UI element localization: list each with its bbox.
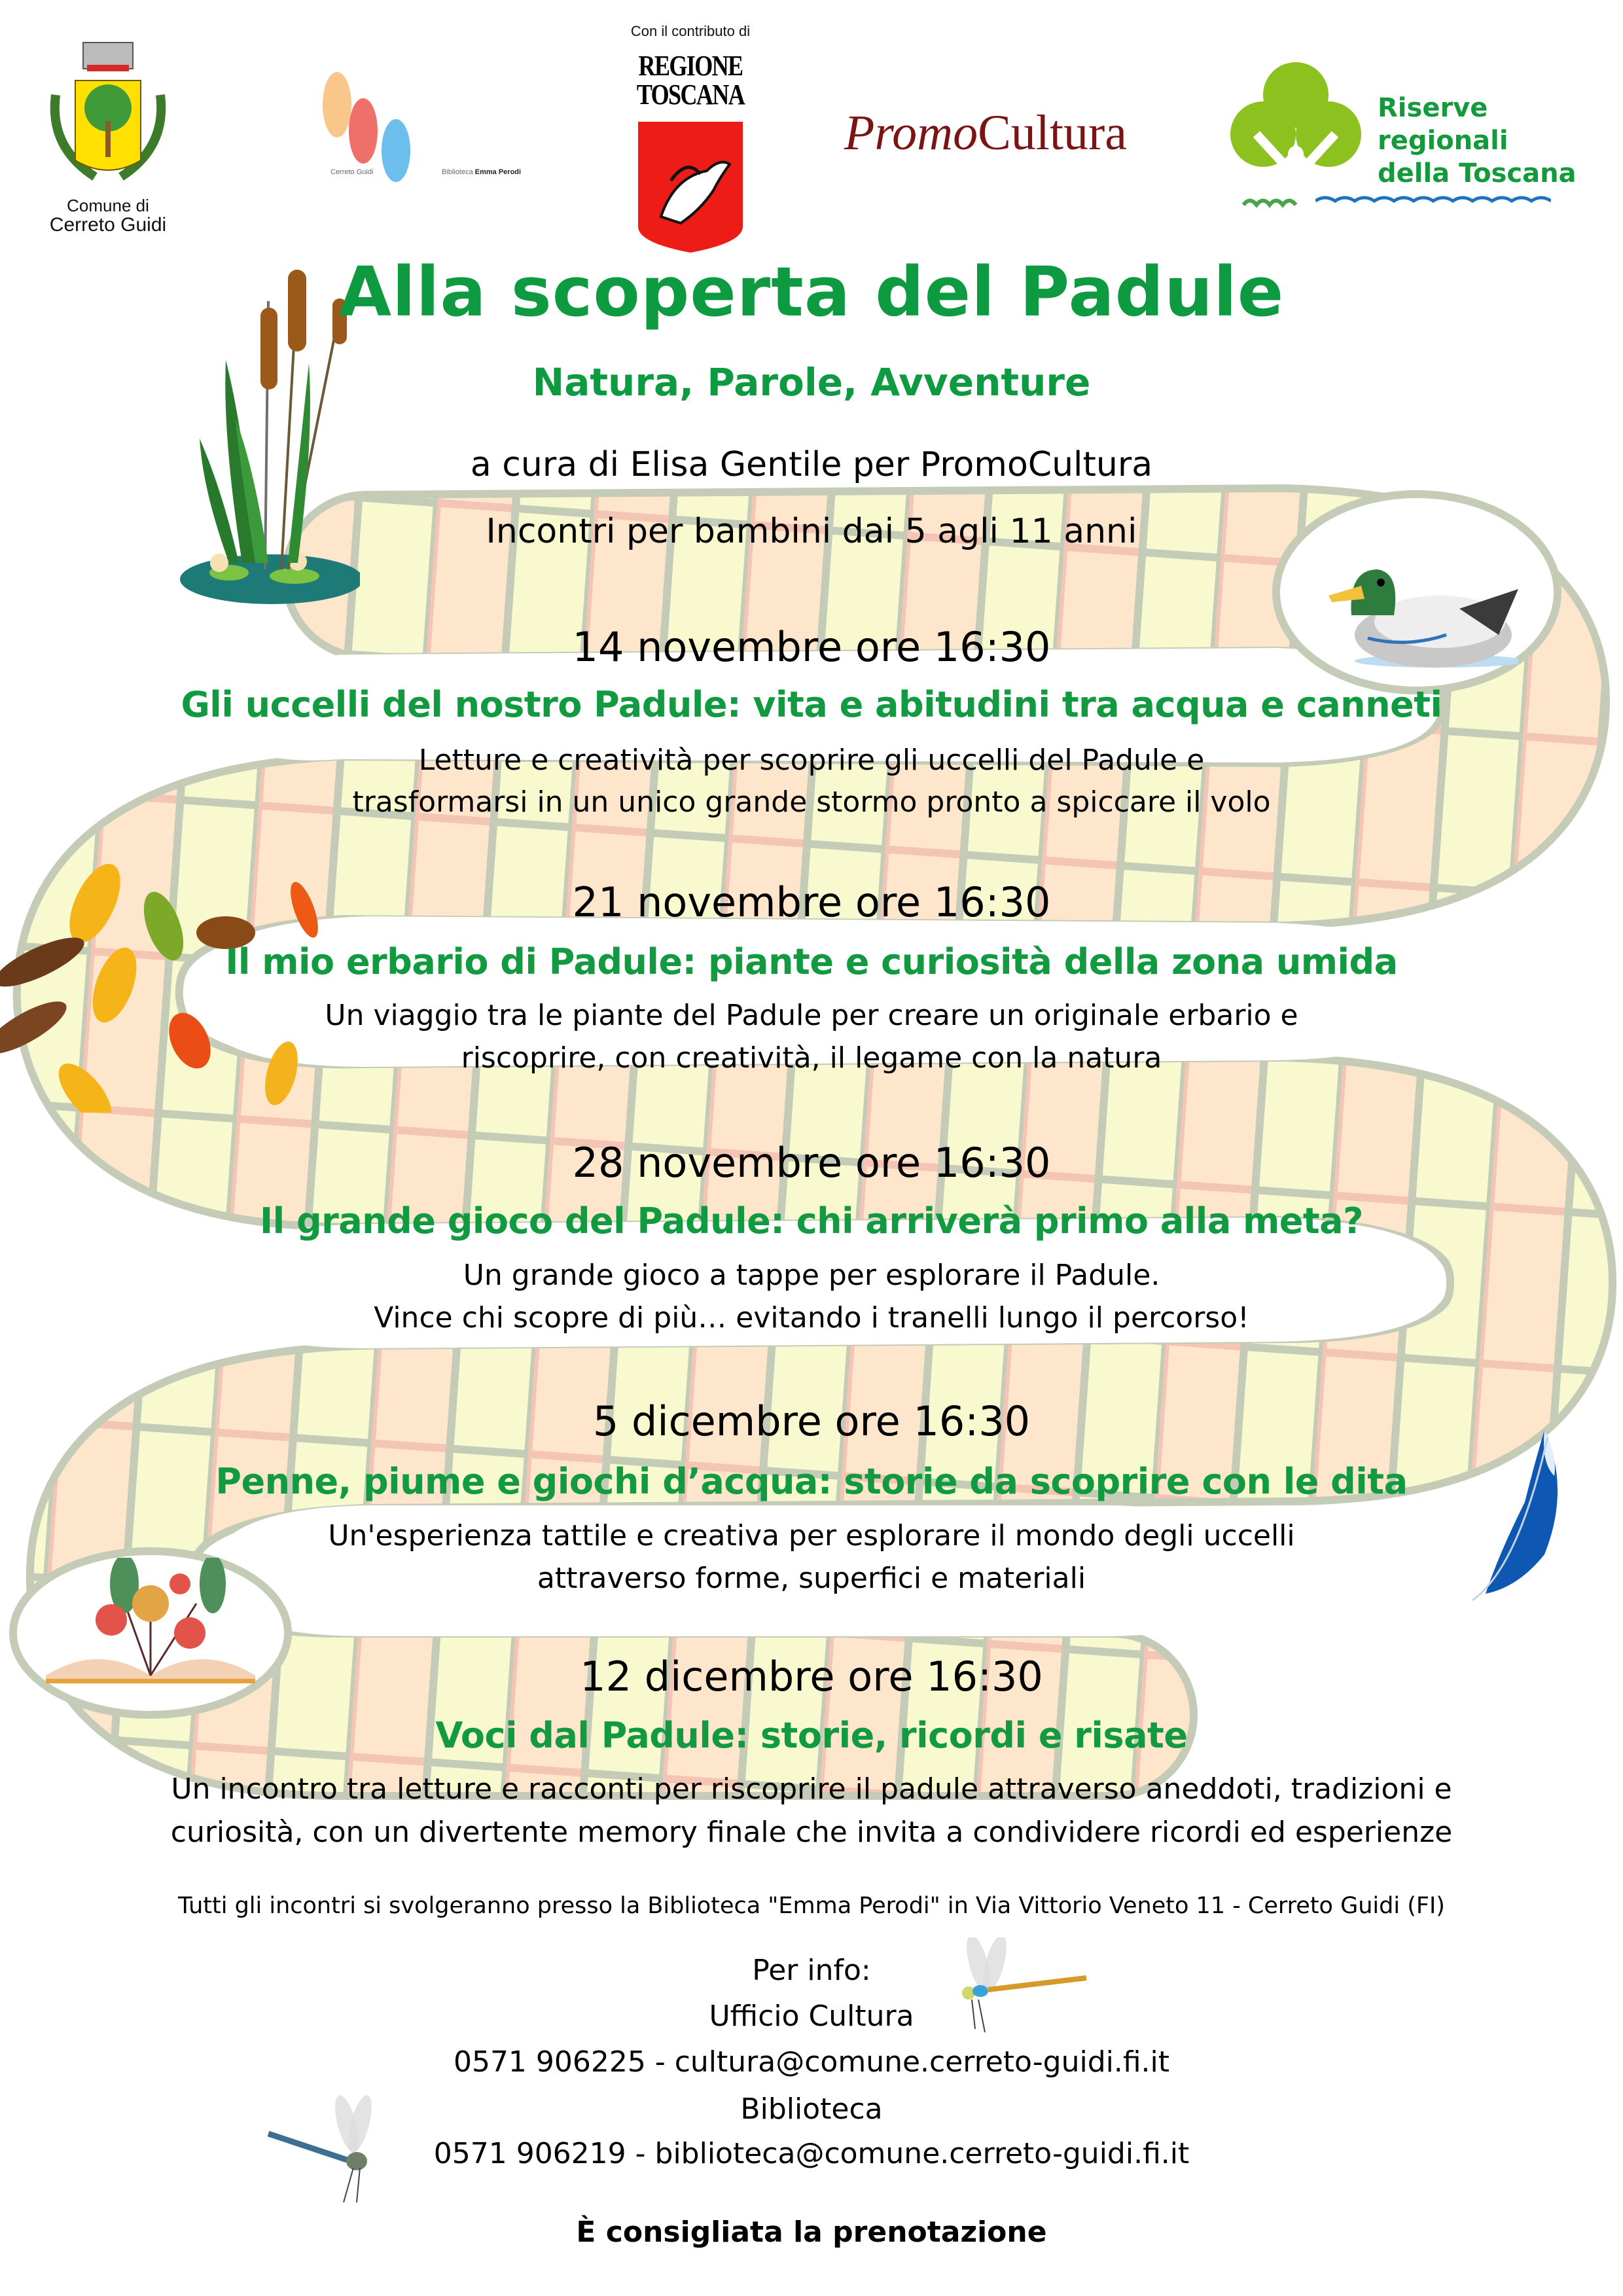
regione-line1: REGIONE <box>638 50 743 82</box>
event-description-line: Un viaggio tra le piante del Padule per creare un originale erbario e <box>325 999 1298 1032</box>
event-description-line: Vince chi scopre di più… evitando i tranelli lungo il percorso! <box>374 1301 1249 1335</box>
logo-promocultura: PromoCultura <box>844 105 1128 160</box>
audience-line: Incontri per bambini dai 5 agli 11 anni <box>486 512 1137 551</box>
curator-line: a cura di Elisa Gentile per PromoCultura <box>470 445 1153 484</box>
tree-person-icon <box>1224 56 1368 213</box>
event-description-line: Un incontro tra letture e racconti per riscoprire il padule attraverso aneddoti, tradizioni e <box>171 1772 1452 1806</box>
riserve-text: Riserve regionali della Toscana <box>1378 93 1577 188</box>
booking-note: È consigliata la prenotazione <box>576 2215 1047 2249</box>
venue-note: Tutti gli incontri si svolgeranno presso la Biblioteca "Emma Perodi" in Via Vittorio Veneto 11 - Cerreto Guidi (FI) <box>178 1893 1445 1919</box>
logo-regione-toscana <box>622 23 759 239</box>
event-title: Il mio erbario di Padule: piante e curiosità della zona umida <box>225 941 1398 982</box>
event-date: 12 dicembre ore 16:30 <box>580 1653 1043 1700</box>
contact-biblioteca: 0571 906219 - biblioteca@comune.cerreto-guidi.fi.it <box>433 2137 1190 2170</box>
event-description-line: trasformarsi in un unico grande stormo pronto a spiccare il volo <box>352 785 1271 819</box>
event-title: Gli uccelli del nostro Padule: vita e abitudini tra acqua e canneti <box>181 684 1442 725</box>
regione-contributo-label: Con il contributo di <box>630 23 751 39</box>
event-description-line: riscoprire, con creatività, il legame con la natura <box>461 1041 1162 1075</box>
office-biblioteca: Biblioteca <box>740 2092 883 2126</box>
contact-ufficio-cultura: 0571 906225 - cultura@comune.cerreto-guidi.fi.it <box>453 2045 1170 2079</box>
regione-line2: TOSCANA <box>636 79 745 111</box>
event-date: 5 dicembre ore 16:30 <box>592 1397 1031 1445</box>
event-description-line: Un'esperienza tattile e creativa per esplorare il mondo degli uccelli <box>328 1519 1295 1552</box>
event-description-line: Letture e creatività per scoprire gli uccelli del Padule e <box>418 744 1205 777</box>
dancing-figures-icon <box>321 65 543 183</box>
event-description-line: Un grande gioco a tappe per esplorare il Padule. <box>463 1259 1160 1292</box>
event-description-line: curiosità, con un divertente memory finale che invita a condividere ricordi ed esperienze <box>170 1816 1453 1849</box>
pegasus-shield-icon <box>622 118 759 259</box>
office-ufficio-cultura: Ufficio Cultura <box>709 2000 914 2033</box>
biblioteca-caption-left: Cerreto Guidi <box>330 168 374 176</box>
event-date: 28 novembre ore 16:30 <box>572 1139 1051 1187</box>
coat-of-arms-icon <box>36 36 180 193</box>
waves-icon <box>1315 194 1551 207</box>
comune-caption-line1: Comune di <box>67 196 149 215</box>
event-description-line: attraverso forme, superfici e materiali <box>537 1562 1086 1595</box>
event-title: Il grande gioco del Padule: chi arriverà primo alla meta? <box>260 1200 1363 1242</box>
poster-subtitle: Natura, Parole, Avventure <box>532 360 1091 404</box>
info-label: Per info: <box>752 1954 871 1987</box>
event-title: Voci dal Padule: storie, ricordi e risate <box>435 1715 1188 1756</box>
logo-riserve-regionali-toscana <box>1224 56 1603 213</box>
event-date: 21 novembre ore 16:30 <box>572 878 1051 926</box>
event-date: 14 novembre ore 16:30 <box>572 623 1051 671</box>
logo-biblioteca-emma-perodi <box>321 65 543 196</box>
poster-title: Alla scoperta del Padule <box>338 252 1285 332</box>
biblioteca-caption-right: Biblioteca Emma Perodi <box>442 168 522 176</box>
comune-caption-line2: Cerreto Guidi <box>49 214 167 236</box>
event-title: Penne, piume e giochi d’acqua: storie da scoprire con le dita <box>215 1461 1408 1502</box>
logo-comune-cerreto-guidi <box>36 36 180 236</box>
